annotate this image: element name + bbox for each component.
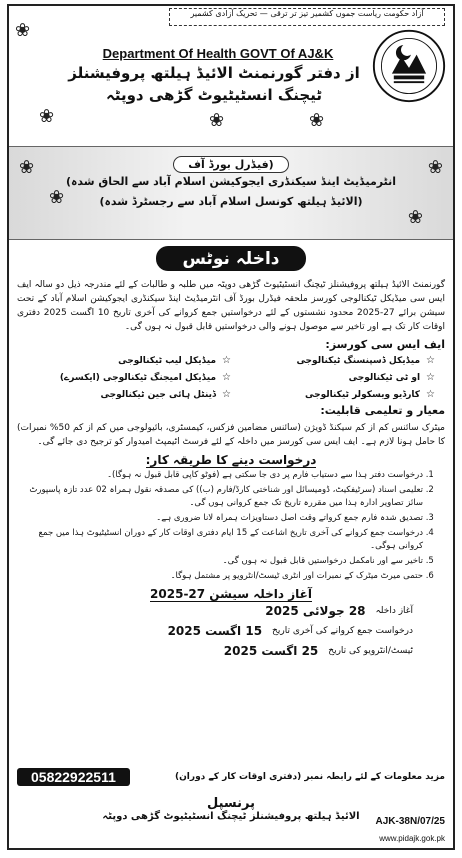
eligibility-text: میٹرک سائنس کم از کم سیکنڈ ڈویژن (سائنس مضامین فزکس، کیمسٹری، بائیولوجی میں کم از کم 50% نمبرات) کا حامل ہونا لازم ہے۔ ایف ایس سی کورسز میں داخلہ کے لئے فرسٹ اٹیمپٹ امیدوار کو ترجیح دی جائے گی۔ [17, 423, 445, 447]
star-icon: ☆ [426, 389, 435, 400]
maple-leaf-icon: ❀ [209, 110, 225, 131]
department-title: Department Of Health GOVT Of AJ&K [102, 46, 334, 61]
maple-leaf-icon: ❀ [427, 157, 443, 178]
star-icon: ☆ [222, 355, 231, 366]
maple-leaf-icon: ❀ [19, 157, 35, 178]
course-item: ☆ او ٹی ٹیکنالوجی [348, 372, 435, 383]
step-item: 3. تصدیق شدہ فارم جمع کرواتے وقت اصل دستاویزات ہمراہ لانا ضروری ہے۔ [19, 512, 423, 525]
principal-title: پرنسپل [207, 796, 255, 811]
star-icon: ☆ [426, 372, 435, 383]
star-icon: ☆ [426, 355, 435, 366]
course-item: ☆ ڈینٹل ہائی جین ٹیکنالوجی [100, 389, 231, 400]
courses-heading: ایف ایس سی کورسز: [325, 338, 445, 351]
schedule-row: ٹیسٹ/انٹرویو کی تاریخ 25 اگست 2025 [223, 644, 413, 658]
schedule-list [9, 601, 453, 661]
maple-leaf-icon: ❀ [309, 110, 325, 131]
government-seal-icon [371, 26, 447, 106]
steps-list [9, 469, 453, 583]
star-icon: ☆ [222, 372, 231, 383]
notice-title-banner [9, 246, 453, 276]
howto-heading: درخواست دینے کا طریقہ کار: [145, 453, 317, 467]
intro-paragraph: گورنمنٹ الائیڈ ہیلتھ پروفیشنلز ٹیچنگ انسٹیٹیوٹ گڑھی دوپٹہ میں طلبہ و طالبات کے لئے مندرجہ ذیل دو سالہ ایف ایس سی میڈیکل ٹیکنالوجی کورسز ملحقہ فیڈرل بورڈ آف انٹرمیڈیٹ اینڈ سیکنڈری ایجوکیشن اسلام آباد کے تحت سیشن برائے 27-2025 محدود نشستوں کے لئے درخواستیں جمع کروانے کی آخری تاریخ 10 اگست 2025 دفتری اوقات کار تک ہے اور تاخیر سے موصول ہونے والی درخواستیں قابل قبول نہ ہوں گی۔ [17, 280, 446, 332]
principal-institute: الائیڈ ہیلتھ پروفیشنلز ٹیچنگ انسٹیٹیوٹ گڑھی دوپٹہ [102, 811, 360, 822]
admission-notice [7, 4, 455, 850]
footer [17, 796, 445, 846]
phone-number[interactable]: 0582292251​1 [17, 768, 130, 786]
institute-line-1: از دفتر گورنمنٹ الائیڈ ہیلتھ پروفیشنلز [68, 64, 360, 82]
maple-leaf-icon: ❀ [49, 187, 65, 208]
contact-text: مزید معلومات کے لئے رابطہ نمبر (دفتری اوقات کار کے دوران) [175, 772, 445, 782]
maple-leaf-icon: ❀ [407, 207, 423, 228]
step-item: 1. درخواست دفتر ہذا سے دستیاب فارم پر دی جا سکتی ہے (فوٹو کاپی قابل قبول نہ ہوگا)۔ [19, 469, 423, 482]
course-item: ☆ میڈیکل ڈسپنسنگ ٹیکنالوجی [296, 355, 435, 366]
step-item: 6. حتمی میرٹ میٹرک کے نمبرات اور انٹری ٹیسٹ/انٹرویو پر مشتمل ہوگا۔ [19, 570, 423, 583]
header [9, 6, 453, 146]
reference-number: AJK-38N/07/25 [375, 816, 445, 827]
top-banner: آزاد حکومت ریاست جموں کشمیر تیز تر ترقی — تحریک آزادی کشمیر [169, 8, 445, 26]
schedule-heading: آغاز داخلہ سیشن 27-2025 [150, 587, 312, 601]
maple-leaf-icon: ❀ [15, 20, 31, 41]
notice-title: داخلہ نوٹس [156, 246, 305, 271]
maple-leaf-icon: ❀ [39, 106, 55, 127]
course-item: ☆ میڈیکل لیب ٹیکنالوجی [118, 355, 231, 366]
contact-line [17, 768, 445, 786]
course-item: ☆ کارڈیو ویسکولر ٹیکنالوجی [305, 389, 435, 400]
step-item: 2. تعلیمی اسناد (سرٹیفکیٹ، ڈومیسائل اور شناختی کارڈ/فارم (ب)) کی مصدقہ نقول ہمراہ 02 عدد تازہ پاسپورٹ سائز تصاویر ادارہ ہذا میں مقررہ تاریخ تک جمع کروانی ہوں گی۔ [19, 484, 423, 510]
eligibility-heading: معیار و تعلیمی قابلیت: [320, 404, 445, 417]
schedule-row: درخواست جمع کروانے کی آخری تاریخ 15 اگست 2025 [167, 624, 413, 638]
affiliation-line-2: (الائیڈ ہیلتھ کونسل اسلام آباد سے رجسٹرڈ شدہ) [99, 195, 363, 208]
course-list [9, 353, 453, 402]
course-item: ☆ میڈیکل امیجنگ ٹیکنالوجی (ایکسرے) [59, 372, 231, 383]
step-item: 5. تاخیر سے اور نامکمل درخواستیں قابل قبول نہ ہوں گی۔ [19, 555, 423, 568]
affiliation-band [9, 146, 453, 240]
schedule-row: آغاز داخلہ 28 جولائی 2025 [265, 604, 413, 618]
website-link[interactable]: www.pidajk.gok.pk [379, 834, 445, 843]
institute-line-2: ٹیچنگ انسٹیٹیوٹ گڑھی دوپٹہ [106, 86, 322, 104]
affiliation-line-1: انٹرمیڈیٹ اینڈ سیکنڈری ایجوکیشن اسلام آباد سے الحاق شدہ) [65, 175, 397, 188]
step-item: 4. درخواست جمع کروانے کی آخری تاریخ اشاعت کے 15 ایام دفتری اوقات کار کے دوران انسٹیٹیوٹ ہذا میں جمع کروانی ہوگی۔ [19, 527, 423, 553]
star-icon: ☆ [222, 389, 231, 400]
federal-board-pill: (فیڈرل بورڈ آف [9, 153, 453, 173]
